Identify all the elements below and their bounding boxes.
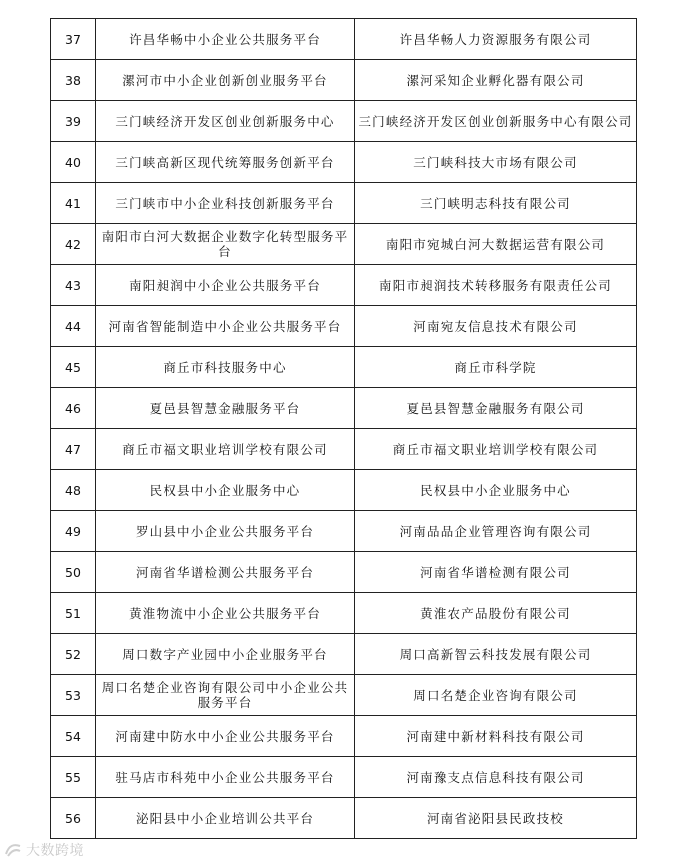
table-row [51,675,637,716]
table-row [51,60,637,101]
operator-name-cell: 河南宛友信息技术有限公司 [355,306,637,347]
platform-name-cell: 三门峡高新区现代统筹服务创新平台 [96,142,355,183]
table-row [51,224,637,265]
platform-name-cell: 三门峡经济开发区创业创新服务中心 [96,101,355,142]
platform-name-cell: 夏邑县智慧金融服务平台 [96,388,355,429]
logo-mark-icon [4,842,22,858]
row-number-cell: 53 [51,675,96,716]
table-row [51,265,637,306]
operator-name-cell: 河南省泌阳县民政技校 [355,798,637,839]
row-number-cell: 38 [51,60,96,101]
platform-table [50,18,637,839]
row-number-cell: 37 [51,19,96,60]
row-number-cell: 49 [51,511,96,552]
table-row [51,388,637,429]
row-number-cell: 41 [51,183,96,224]
watermark-text: 大数跨境 [26,843,84,859]
platform-name-cell: 河南建中防水中小企业公共服务平台 [96,716,355,757]
operator-name-cell: 漯河采知企业孵化器有限公司 [355,60,637,101]
operator-name-cell: 夏邑县智慧金融服务有限公司 [355,388,637,429]
table-row [51,142,637,183]
platform-name-cell: 河南省智能制造中小企业公共服务平台 [96,306,355,347]
row-number-cell: 46 [51,388,96,429]
operator-name-cell: 商丘市福文职业培训学校有限公司 [355,429,637,470]
table-row [51,347,637,388]
operator-name-cell: 河南品品企业管理咨询有限公司 [355,511,637,552]
table-row [51,757,637,798]
table-row [51,593,637,634]
operator-name-cell: 南阳市昶润技术转移服务有限责任公司 [355,265,637,306]
operator-name-cell: 南阳市宛城白河大数据运营有限公司 [355,224,637,265]
operator-name-cell: 河南省华谱检测有限公司 [355,552,637,593]
table-row [51,716,637,757]
platform-name-cell: 河南省华谱检测公共服务平台 [96,552,355,593]
table-row [51,511,637,552]
platform-name-cell: 周口数字产业园中小企业服务平台 [96,634,355,675]
row-number-cell: 55 [51,757,96,798]
table-body [51,19,637,839]
platform-name-cell: 黄淮物流中小企业公共服务平台 [96,593,355,634]
platform-name-cell: 南阳市白河大数据企业数字化转型服务平台 [96,224,355,265]
row-number-cell: 52 [51,634,96,675]
row-number-cell: 56 [51,798,96,839]
platform-name-cell: 商丘市科技服务中心 [96,347,355,388]
row-number-cell: 50 [51,552,96,593]
operator-name-cell: 黄淮农产品股份有限公司 [355,593,637,634]
table-row [51,306,637,347]
operator-name-cell: 三门峡明志科技有限公司 [355,183,637,224]
operator-name-cell: 周口高新智云科技发展有限公司 [355,634,637,675]
row-number-cell: 40 [51,142,96,183]
platform-name-cell: 驻马店市科苑中小企业公共服务平台 [96,757,355,798]
platform-name-cell: 漯河市中小企业创新创业服务平台 [96,60,355,101]
row-number-cell: 54 [51,716,96,757]
operator-name-cell: 三门峡科技大市场有限公司 [355,142,637,183]
platform-name-cell: 罗山县中小企业公共服务平台 [96,511,355,552]
operator-name-cell: 许昌华畅人力资源服务有限公司 [355,19,637,60]
operator-name-cell: 商丘市科学院 [355,347,637,388]
operator-name-cell: 民权县中小企业服务中心 [355,470,637,511]
row-number-cell: 42 [51,224,96,265]
table-row [51,183,637,224]
table-row [51,552,637,593]
row-number-cell: 44 [51,306,96,347]
platform-name-cell: 民权县中小企业服务中心 [96,470,355,511]
platform-name-cell: 许昌华畅中小企业公共服务平台 [96,19,355,60]
platform-name-cell: 商丘市福文职业培训学校有限公司 [96,429,355,470]
row-number-cell: 51 [51,593,96,634]
row-number-cell: 45 [51,347,96,388]
platform-name-cell: 三门峡市中小企业科技创新服务平台 [96,183,355,224]
operator-name-cell: 三门峡经济开发区创业创新服务中心有限公司 [355,101,637,142]
platform-name-cell: 周口名楚企业咨询有限公司中小企业公共服务平台 [96,675,355,716]
row-number-cell: 47 [51,429,96,470]
row-number-cell: 39 [51,101,96,142]
table-row [51,470,637,511]
table-row [51,634,637,675]
row-number-cell: 48 [51,470,96,511]
platform-name-cell: 泌阳县中小企业培训公共平台 [96,798,355,839]
table-row [51,19,637,60]
table-row [51,429,637,470]
table-row [51,101,637,142]
operator-name-cell: 河南建中新材料科技有限公司 [355,716,637,757]
row-number-cell: 43 [51,265,96,306]
watermark [4,840,84,860]
table-row [51,798,637,839]
operator-name-cell: 周口名楚企业咨询有限公司 [355,675,637,716]
operator-name-cell: 河南豫支点信息科技有限公司 [355,757,637,798]
platform-name-cell: 南阳昶润中小企业公共服务平台 [96,265,355,306]
